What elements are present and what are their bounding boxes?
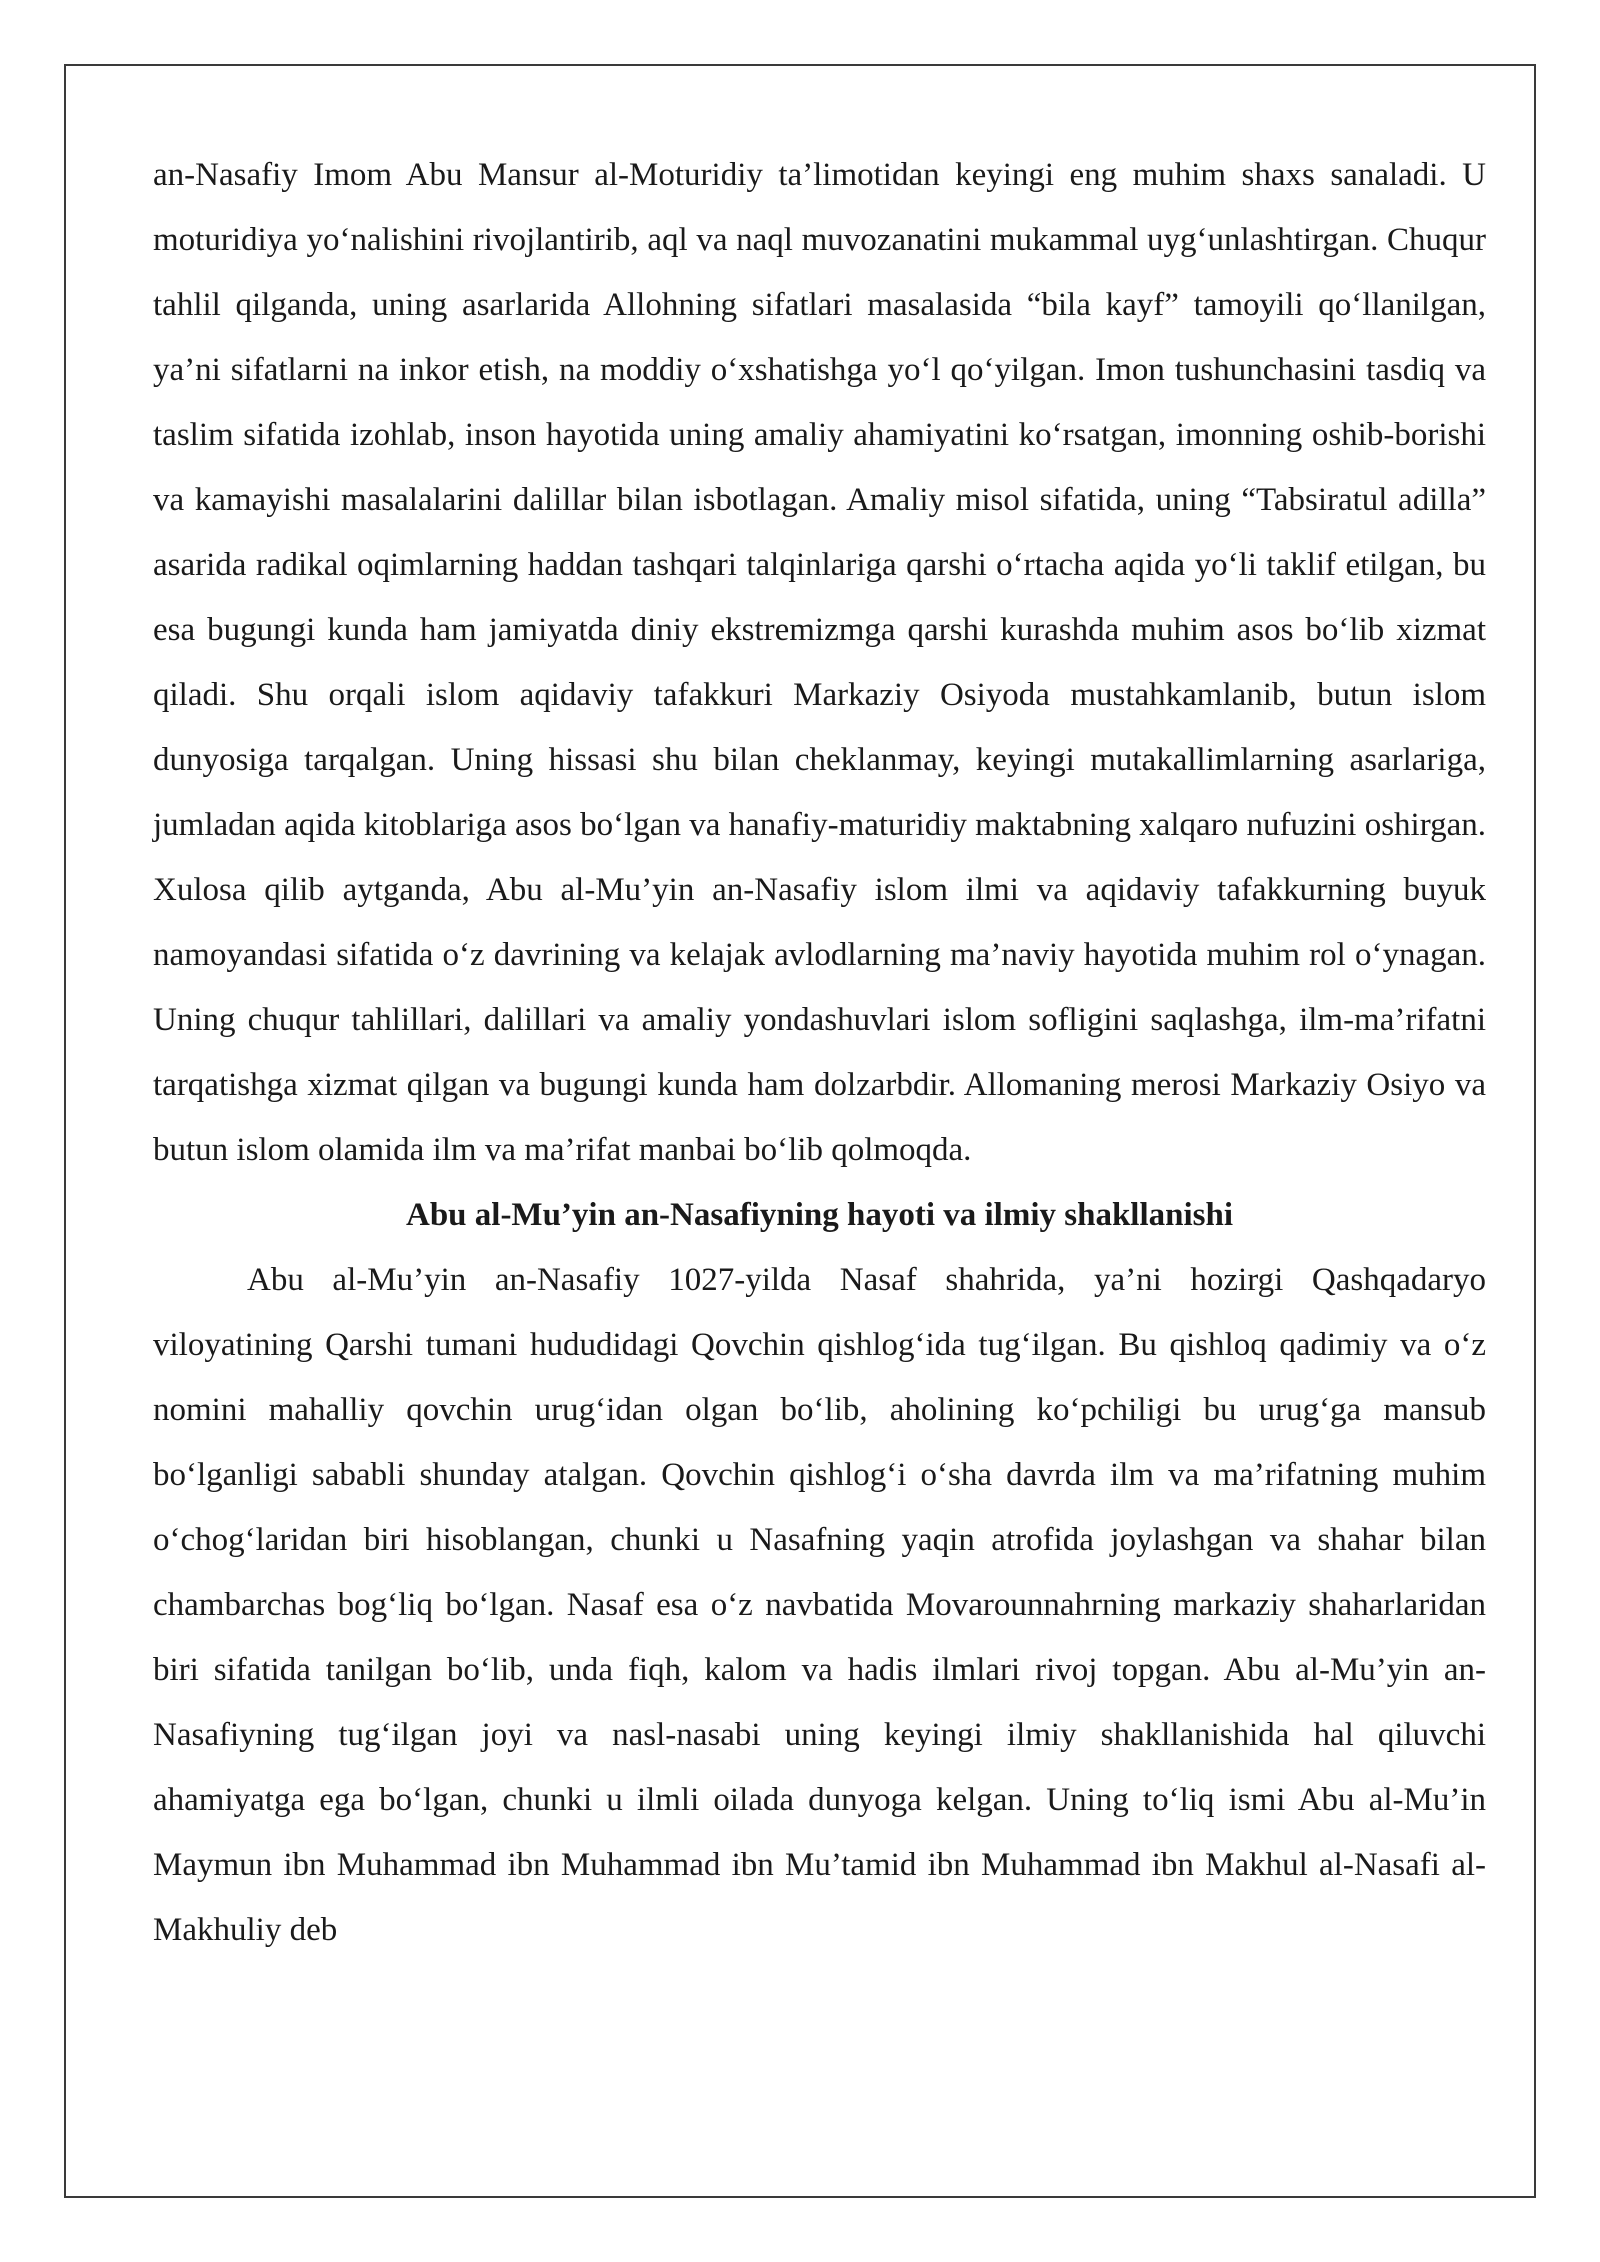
body-paragraph: an-Nasafiy Imom Abu Mansur al-Moturidiy ta’limotidan keyingi eng muhim shaxs sanaladi. U moturidiya yo‘nalishini rivojlantirib, aql va naql muvozanatini mukammal uyg‘unlashtirgan. Chuqur tahlil qilganda, uning asarlarida Allohning sifatlari masalasida “bila kayf” tamoyili qo‘llanilgan, ya’ni sifatlarni na inkor etish, na moddiy o‘xshatishga yo‘l qo‘yilgan. Imon tushunchasini tasdiq va taslim sifatida izohlab, inson hayotida uning amaliy ahamiyatini ko‘rsatgan, imonning oshib-borishi va kamayishi masalalarini dalillar bilan isbotlagan. Amaliy misol sifatida, uning “Tabsiratul adilla” asarida radikal oqimlarning haddan tashqari talqinlariga qarshi o‘rtacha aqida yo‘li taklif etilgan, bu esa bugungi kunda ham jamiyatda diniy ekstremizmga qarshi kurashda muhim asos bo‘lib xizmat qiladi. Shu orqali islom aqidaviy tafakkuri Markaziy Osiyoda mustahkamlanib, butun islom dunyosiga tarqalgan. Uning hissasi shu bilan cheklanmay, keyingi mutakallimlarning asarlariga, jumladan aqida kitoblariga asos bo‘lgan va hanafiy-maturidiy maktabning xalqaro nufuzini oshirgan. Xulosa qilib aytganda, Abu al-Mu’yin an-Nasafiy islom ilmi va aqidaviy tafakkurning buyuk namoyandasi sifatida o‘z davrining va kelajak avlodlarning ma’naviy hayotida muhim rol o‘ynagan. Uning chuqur tahlillari, dalillari va amaliy yondashuvlari islom sofligini saqlashga, ilm-ma’rifatni tarqatishga xizmat qilgan va bugungi kunda ham dolzarbdir. Allomaning merosi Markaziy Osiyo va butun islom olamida ilm va ma’rifat manbai bo‘lib qolmoqda. — [153, 157, 1486, 1168]
body-paragraph: Abu al-Mu’yin an-Nasafiy 1027-yilda Nasaf shahrida, ya’ni hozirgi Qashqadaryo viloyatining Qarshi tumani hududidagi Qovchin qishlog‘ida tug‘ilgan. Bu qishloq qadimiy va o‘z nomini mahalliy qovchin urug‘idan olgan bo‘lib, aholining ko‘pchiligi bu urug‘ga mansub bo‘lganligi sababli shunday atalgan. Qovchin qishlog‘i o‘sha davrda ilm va ma’rifatning muhim o‘chog‘laridan biri hisoblangan, chunki u Nasafning yaqin atrofida joylashgan va shahar bilan chambarchas bog‘liq bo‘lgan. Nasaf esa o‘z navbatida Movarounnahrning markaziy shaharlaridan biri sifatida tanilgan bo‘lib, unda fiqh, kalom va hadis ilmlari rivoj topgan. Abu al-Mu’yin an-Nasafiyning tug‘ilgan joyi va nasl-nasabi uning keyingi ilmiy shakllanishida hal qiluvchi ahamiyatga ega bo‘lgan, chunki u ilmli oilada dunyoga kelgan. Uning to‘liq ismi Abu al-Mu’in Maymun ibn Muhammad ibn Muhammad ibn Mu’tamid ibn Muhammad ibn Makhul al-Nasafi al-Makhuliy deb — [153, 1262, 1486, 1948]
document-body — [153, 143, 1486, 1963]
section-heading: Abu al-Mu’yin an-Nasafiyning hayoti va ilmiy shakllanishi — [405, 1197, 1234, 1233]
